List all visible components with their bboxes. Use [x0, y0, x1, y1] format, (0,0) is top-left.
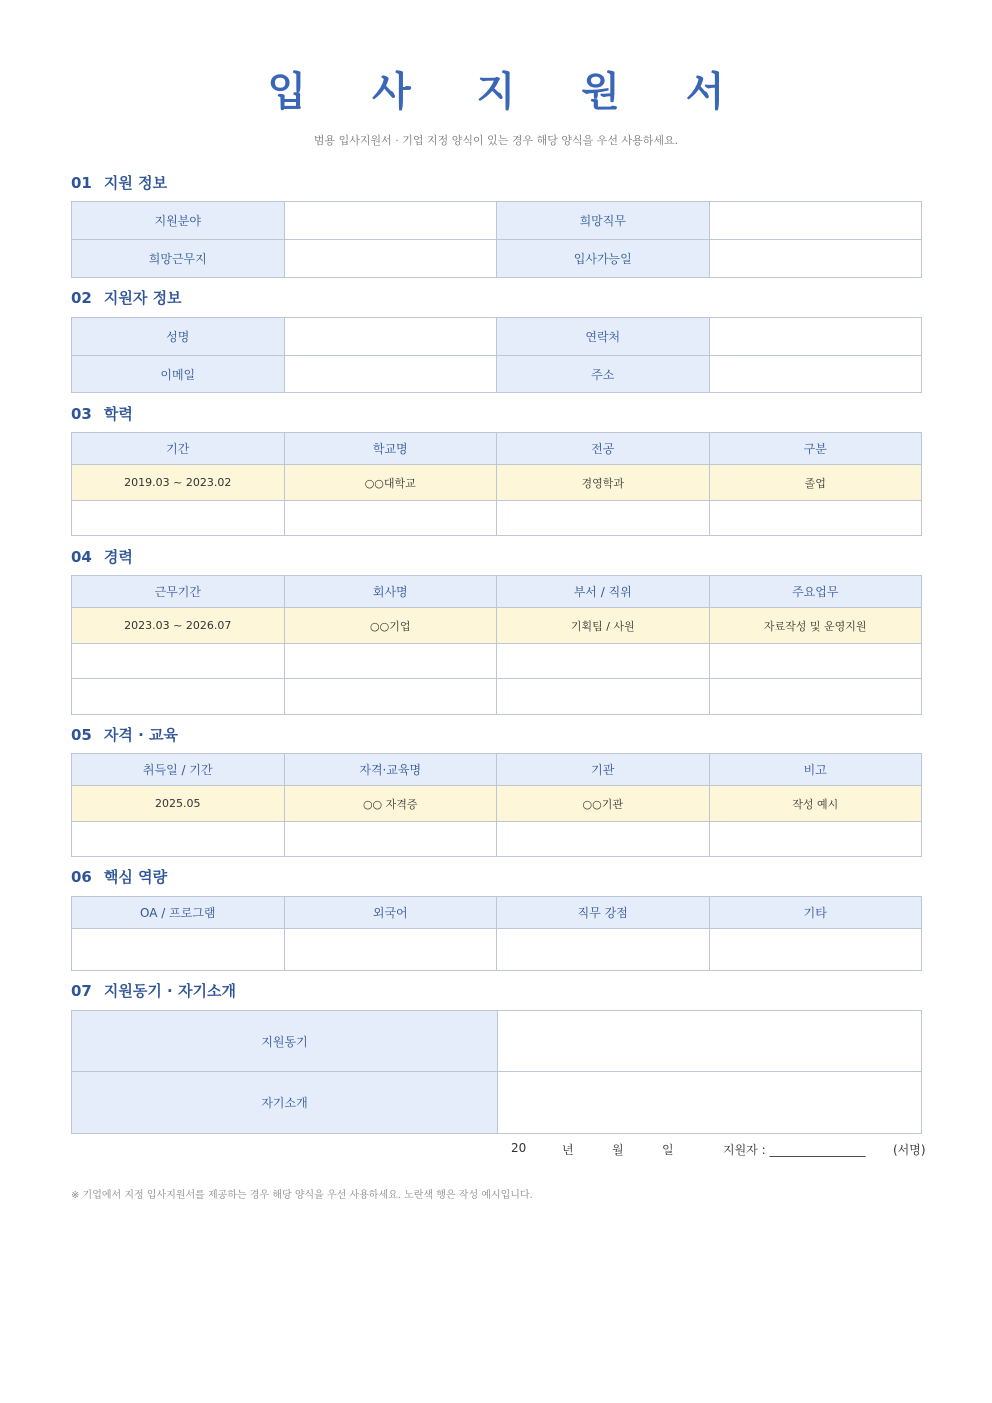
education-table	[71, 432, 922, 536]
signature-label: (서명)	[893, 1143, 926, 1157]
certifications-table	[71, 753, 922, 857]
input-cell[interactable]	[284, 501, 497, 536]
input-cell[interactable]	[497, 679, 710, 715]
section-title: 자격 · 교육	[103, 726, 178, 744]
motivation-table	[71, 1010, 922, 1134]
label-address: 주소	[497, 356, 710, 393]
date-day-unit: 일	[662, 1143, 674, 1157]
section-title: 지원 정보	[103, 174, 168, 192]
example-cell: 경영학과	[497, 465, 710, 501]
label-contact: 연락처	[497, 318, 710, 356]
input-cell[interactable]	[284, 929, 497, 971]
label-email: 이메일	[72, 356, 285, 393]
example-cell: ○○기관	[497, 786, 710, 822]
table-row	[72, 929, 922, 971]
section-title: 경력	[103, 548, 133, 566]
input-start-date[interactable]	[709, 240, 922, 278]
label-job: 희망직무	[497, 202, 710, 240]
date-month-unit: 월	[612, 1143, 624, 1157]
column-header: 부서 / 직위	[497, 576, 710, 608]
section-number: 06	[71, 868, 92, 886]
input-cell[interactable]	[709, 679, 922, 715]
input-motivation[interactable]	[498, 1011, 922, 1072]
column-header: 취득일 / 기간	[72, 754, 285, 786]
section-heading-application-info	[71, 172, 167, 193]
section-heading-certifications	[71, 724, 178, 745]
example-cell: 졸업	[709, 465, 922, 501]
section-number: 01	[71, 174, 92, 192]
section-heading-career	[71, 546, 133, 567]
input-cell[interactable]	[709, 644, 922, 679]
example-cell: 2019.03 ~ 2023.02	[72, 465, 285, 501]
label-start-date: 입사가능일	[497, 240, 710, 278]
input-cell[interactable]	[72, 501, 285, 536]
competencies-table	[71, 896, 922, 971]
example-cell: 자료작성 및 운영지원	[709, 608, 922, 644]
input-cell[interactable]	[709, 822, 922, 857]
footnote: ※ 기업에서 지정 입사지원서를 제공하는 경우 해당 양식을 우선 사용하세요. 노란색 행은 작성 예시입니다.	[71, 1190, 533, 1201]
column-header: 근무기간	[72, 576, 285, 608]
column-header: 외국어	[284, 897, 497, 929]
page-title: 입 사 지 원 서	[267, 69, 751, 115]
label-field: 지원분야	[72, 202, 285, 240]
example-cell: ○○ 자격증	[284, 786, 497, 822]
input-cell[interactable]	[284, 679, 497, 715]
input-field[interactable]	[284, 202, 497, 240]
input-cell[interactable]	[497, 929, 710, 971]
input-cell[interactable]	[709, 501, 922, 536]
date-year-prefix: 20	[511, 1141, 527, 1155]
section-title: 지원동기 · 자기소개	[103, 982, 236, 1000]
section-number: 07	[71, 982, 92, 1000]
section-title: 핵심 역량	[103, 868, 168, 886]
section-number: 04	[71, 548, 92, 566]
input-cell[interactable]	[72, 822, 285, 857]
label-self-intro: 자기소개	[72, 1072, 498, 1134]
section-title: 학력	[103, 405, 133, 423]
column-header: 기간	[72, 433, 285, 465]
example-cell: 2023.03 ~ 2026.07	[72, 608, 285, 644]
section-number: 05	[71, 726, 92, 744]
input-cell[interactable]	[497, 644, 710, 679]
example-cell: 작성 예시	[709, 786, 922, 822]
example-row	[72, 608, 922, 644]
table-row	[72, 644, 922, 679]
column-header: 주요업무	[709, 576, 922, 608]
section-heading-education	[71, 403, 133, 424]
career-table	[71, 575, 922, 715]
signer-line[interactable]: 지원자 : ________________	[723, 1143, 866, 1157]
input-cell[interactable]	[497, 822, 710, 857]
label-name: 성명	[72, 318, 285, 356]
section-heading-competencies	[71, 866, 167, 887]
example-row	[72, 465, 922, 501]
input-self-intro[interactable]	[498, 1072, 922, 1134]
section-heading-applicant-info	[71, 287, 182, 308]
column-header: 기타	[709, 897, 922, 929]
input-cell[interactable]	[72, 644, 285, 679]
input-email[interactable]	[284, 356, 497, 393]
column-header: 직무 강점	[497, 897, 710, 929]
input-contact[interactable]	[709, 318, 922, 356]
input-job[interactable]	[709, 202, 922, 240]
example-cell: 2025.05	[72, 786, 285, 822]
application-info-table	[71, 201, 922, 278]
section-title: 지원자 정보	[103, 289, 182, 307]
column-header: OA / 프로그램	[72, 897, 285, 929]
input-location[interactable]	[284, 240, 497, 278]
input-cell[interactable]	[497, 501, 710, 536]
section-heading-motivation	[71, 980, 236, 1001]
column-header: 비고	[709, 754, 922, 786]
input-cell[interactable]	[709, 929, 922, 971]
applicant-info-table	[71, 317, 922, 393]
input-address[interactable]	[709, 356, 922, 393]
example-cell: 기획팀 / 사원	[497, 608, 710, 644]
table-row	[72, 501, 922, 536]
column-header: 학교명	[284, 433, 497, 465]
input-cell[interactable]	[72, 679, 285, 715]
column-header: 전공	[497, 433, 710, 465]
label-motivation: 지원동기	[72, 1011, 498, 1072]
example-row	[72, 786, 922, 822]
column-header: 회사명	[284, 576, 497, 608]
section-number: 03	[71, 405, 92, 423]
example-cell: ○○기업	[284, 608, 497, 644]
table-row	[72, 679, 922, 715]
column-header: 구분	[709, 433, 922, 465]
input-cell[interactable]	[284, 644, 497, 679]
label-location: 희망근무지	[72, 240, 285, 278]
column-header: 자격·교육명	[284, 754, 497, 786]
section-number: 02	[71, 289, 92, 307]
column-header: 기관	[497, 754, 710, 786]
input-name[interactable]	[284, 318, 497, 356]
page-subtitle: 범용 입사지원서 · 기업 지정 양식이 있는 경우 해당 양식을 우선 사용하세요.	[313, 134, 679, 147]
table-row	[72, 822, 922, 857]
input-cell[interactable]	[284, 822, 497, 857]
example-cell: ○○대학교	[284, 465, 497, 501]
input-cell[interactable]	[72, 929, 285, 971]
date-year-unit: 년	[562, 1143, 574, 1157]
